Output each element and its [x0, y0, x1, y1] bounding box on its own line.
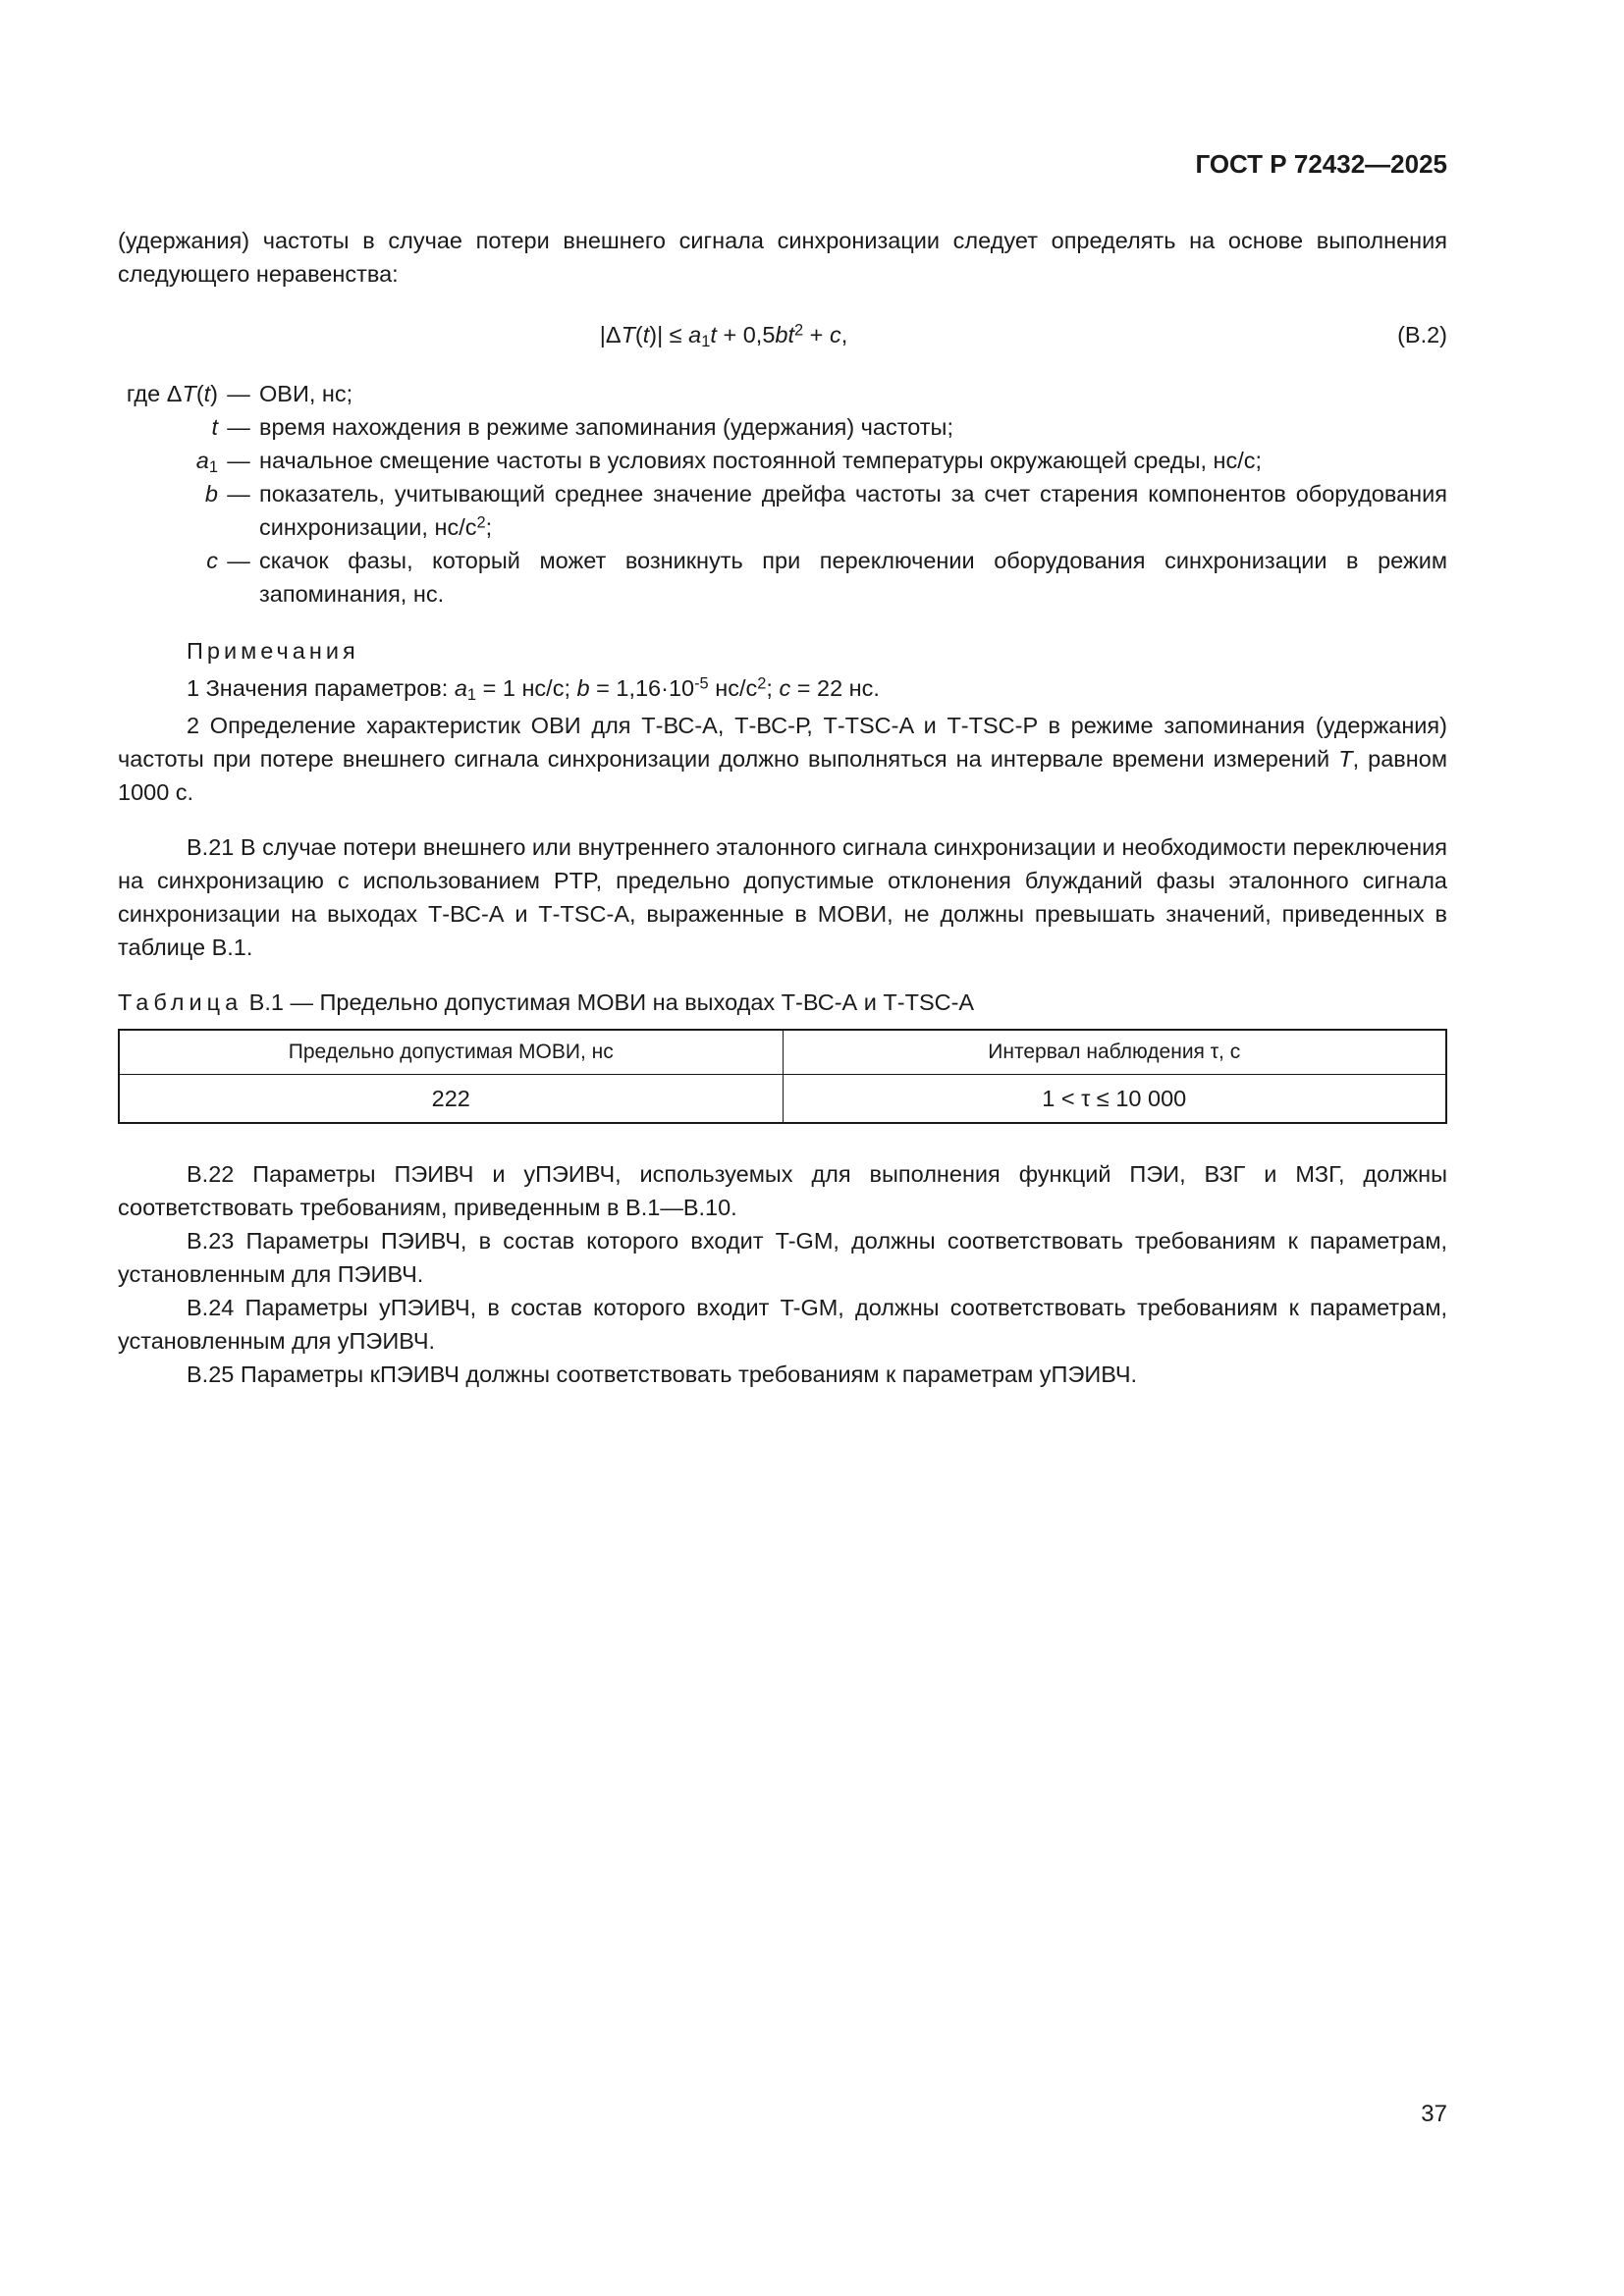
table-caption: Таблица В.1 — Предельно допустимая МОВИ на выходах Т-ВС-А и Т-TSC-A: [118, 989, 975, 1015]
paragraph-b21: В.21 В случае потери внешнего или внутреннего эталонного сигнала синхронизации и необходимости переключения на синхронизацию с использованием PTP, предельно допустимые отклонения блужданий фазы эталонного сигнала синхронизации на выходах Т-ВС-А и Т-TSC-A, выраженные в МОВИ, не должны превышать значений, приведенных в таблице В.1.: [118, 834, 1447, 960]
table-header-row: [119, 1030, 1446, 1075]
table-header-cell: Интервал наблюдения τ, с: [783, 1030, 1446, 1075]
table-cell: 222: [119, 1075, 783, 1124]
table-b1: [118, 1029, 1447, 1124]
note-2: 2 Определение характеристик ОВИ для Т-ВС-А, Т-ВС-Р, Т-TSC-A и Т-TSC-P в режиме запоминания (удержания) частоты при потере внешнего сигнала синхронизации должно выполняться на интервале времени измерений T, равном 1000 с.: [118, 713, 1447, 805]
definition-text: скачок фазы, который может возникнуть при переключении оборудования синхронизации в режим запоминания, нс.: [259, 548, 1447, 607]
table-row: [119, 1075, 1446, 1124]
formula-b2: [118, 318, 1447, 351]
notes-heading: Примечания: [187, 638, 359, 664]
definition-symbol: $a_1$: [195, 448, 218, 477]
definition-symbol: b: [204, 481, 218, 507]
intro-paragraph: (удержания) частоты в случае потери внешнего сигнала синхронизации следует определять на основе выполнения следующего неравенства:: [118, 228, 1447, 287]
definition-symbol: t: [211, 414, 218, 440]
paragraphs-after-table: [118, 1157, 1447, 1391]
paragraph-b23: В.23 Параметры ПЭИВЧ, в состав которого входит T-GM, должны соответствовать требованиям к параметрам, установленным для ПЭИВЧ.: [118, 1228, 1447, 1287]
page-content: [118, 224, 1447, 1391]
definition-text: время нахождения в режиме запоминания (удержания) частоты;: [259, 414, 953, 440]
table-header-cell: Предельно допустимая МОВИ, нс: [119, 1030, 783, 1075]
definition-symbol: c: [206, 548, 218, 573]
paragraph-b25: В.25 Параметры кПЭИВЧ должны соответствовать требованиям к параметрам уПЭИВЧ.: [187, 1362, 1138, 1387]
definition-text: ОВИ, нс;: [259, 381, 353, 406]
table-cell: 1 < τ ≤ 10 000: [783, 1075, 1446, 1124]
definition-item: t — время нахождения в режиме запоминания (удержания) частоты;: [118, 410, 1447, 444]
definition-item: $a_1$ — начальное смещение частоты в условиях постоянной температуры окружающей среды, нс/с;: [118, 444, 1447, 477]
definitions-list: [118, 377, 1447, 611]
definition-item: b — показатель, учитывающий среднее значение дрейфа частоты за счет старения компонентов оборудования синхронизации, $нс/с^2$;: [118, 477, 1447, 544]
paragraph-b22: В.22 Параметры ПЭИВЧ и уПЭИВЧ, используемых для выполнения функций ПЭИ, ВЗГ и МЗГ, должны соответствовать требованиям, приведенным в В.1—В.10.: [118, 1161, 1447, 1220]
page-number: 37: [1421, 2101, 1447, 2127]
definition-text: показатель, учитывающий среднее значение дрейфа частоты за счет старения компонентов оборудования синхронизации, $нс/с^2$;: [259, 481, 1447, 540]
paragraph-b24: В.24 Параметры уПЭИВЧ, в состав которого входит T-GM, должны соответствовать требованиям к параметрам, установленным для уПЭИВЧ.: [118, 1295, 1447, 1354]
document-code-header: ГОСТ Р 72432—2025: [1195, 149, 1447, 179]
formula-number: (В.2): [1397, 322, 1447, 347]
formula-expression: $|\Delta T(t)| \le a_1t + 0,5bt^2 + c$,: [599, 321, 848, 351]
definition-text: начальное смещение частоты в условиях постоянной температуры окружающей среды, нс/с;: [259, 448, 1263, 473]
note-1: 1 Значения параметров: $a_1 = 1$ нс/с; $b = 1,16\cdot 10^{-5}$ $нс/с^2$; c = 22 нс.: [187, 674, 880, 705]
definition-item: c — скачок фазы, который может возникнуть при переключении оборудования синхронизации в режим запоминания, нс.: [118, 544, 1447, 611]
definition-symbol: где ΔT(t): [126, 381, 218, 406]
definition-item: где ΔT(t) — ОВИ, нс;: [118, 377, 1447, 410]
